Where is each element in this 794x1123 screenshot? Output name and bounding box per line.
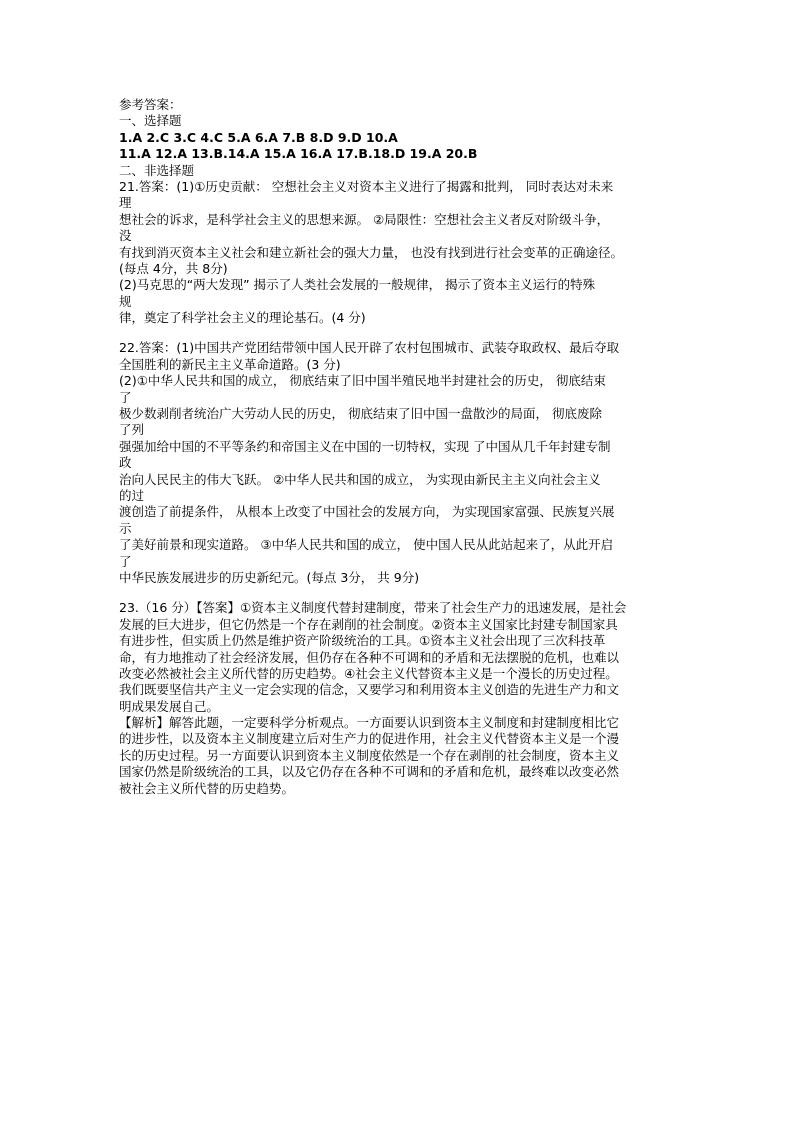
q23-line: 有进步性，但实质上仍然是维护资产阶级统治的工具。①资本主义社会出现了三次科技革 bbox=[119, 633, 606, 649]
q22-line: 极少数剥削者统治广大劳动人民的历史， 彻底结束了旧中国一盘散沙的局面， 彻底废除 bbox=[119, 406, 602, 422]
q21-line: (2)马克思的“两大发现” 揭示了人类社会发展的一般规律， 揭示了资本主义运行的特殊 bbox=[119, 277, 596, 293]
q22-line: 治向人民民主的伟大飞跃。 ②中华人民共和国的成立， 为实现由新民主主义向社会主义 bbox=[119, 471, 601, 487]
q21-line: 21.答案：(1)①历史贡献： 空想社会主义对资本主义进行了揭露和批判， 同时表达对未来 bbox=[119, 178, 614, 194]
q22-line: (2)①中华人民共和国的成立， 彻底结束了旧中国半殖民地半封建社会的历史， 彻底结束 bbox=[119, 373, 606, 389]
question-23-answer bbox=[119, 600, 681, 797]
question-22-answer bbox=[119, 340, 681, 586]
q22-line: 了 bbox=[119, 389, 132, 405]
document-title: 参考答案： bbox=[119, 97, 182, 112]
q21-line: 没 bbox=[119, 228, 132, 244]
q21-line: 理 bbox=[119, 195, 132, 211]
q23-line: 我们既要坚信共产主义一定会实现的信念，又要学习和利用资本主义创造的先进生产力和文 bbox=[119, 682, 620, 698]
section-heading-choice: 一、选择题 bbox=[119, 113, 182, 129]
q22-line: 政 bbox=[119, 455, 132, 471]
q21-line: 律，奠定了科学社会主义的理论基石。(4 分) bbox=[119, 310, 366, 326]
q21-line: 有找到消灭资本主义社会和建立新社会的强大力量， 也没有找到进行社会变革的正确途径。 bbox=[119, 244, 623, 260]
q23-line: 发展的巨大进步，但它仍然是一个存在剥削的社会制度。②资本主义国家比封建专制国家具 bbox=[119, 616, 618, 632]
q22-line: 全国胜利的新民主主义革命道路。(3 分) bbox=[119, 356, 341, 372]
q22-line: 了 bbox=[119, 553, 132, 569]
q21-line: (每点 4分，共 8分) bbox=[119, 260, 228, 276]
q22-line: 了美好前景和现实道路。 ③中华人民共和国的成立， 使中国人民从此站起来了，从此开启 bbox=[119, 537, 614, 553]
question-21-answer bbox=[119, 179, 681, 327]
q22-line: 渡创造了前提条件， 从根本上改变了中国社会的发展方向， 为实现国家富强、民族复兴展 bbox=[119, 504, 615, 520]
q22-line: 的过 bbox=[119, 487, 145, 503]
spacer bbox=[119, 586, 681, 600]
q22-line: 中华民族发展进步的历史新纪元。(每点 3分， 共 9分) bbox=[119, 569, 420, 585]
spacer bbox=[119, 326, 681, 340]
choice-answers-row-1: 1.A 2.C 3.C 4.C 5.A 6.A 7.B 8.D 9.D 10.A bbox=[119, 129, 398, 145]
section-heading-non-choice: 二、非选择题 bbox=[119, 162, 195, 178]
q21-line: 想社会的诉求，是科学社会主义的思想来源。 ②局限性：空想社会主义者反对阶级斗争， bbox=[119, 211, 610, 227]
q23-line: 国家仍然是阶级统治的工具，以及它仍存在各种不可调和的矛盾和危机，最终难以改变必然 bbox=[119, 764, 620, 780]
q22-line: 示 bbox=[119, 520, 132, 536]
q23-line: 明成果发展自己。 bbox=[119, 698, 220, 714]
q23-line: 的进步性，以及资本主义制度建立后对生产力的促进作用，社会主义代替资本主义是一个漫 bbox=[119, 731, 620, 747]
answer-document bbox=[119, 97, 681, 797]
q23-line: 改变必然被社会主义所代替的历史趋势。④社会主义代替资本主义是一个漫长的历史过程。 bbox=[119, 665, 618, 681]
q23-line: 【解析】解答此题，一定要科学分析观点。一方面要认识到资本主义制度和封建制度相比它 bbox=[119, 715, 620, 731]
q23-line: 长的历史过程。另一方面要认识到资本主义制度依然是一个存在剥削的社会制度，资本主义 bbox=[119, 747, 620, 763]
q22-line: 了列 bbox=[119, 422, 145, 438]
choice-answers-row-2: 11.A 12.A 13.B.14.A 15.A 16.A 17.B.18.D 19.A 20.B bbox=[119, 146, 478, 162]
q23-line: 被社会主义所代替的历史趋势。 bbox=[119, 780, 295, 796]
q21-line: 规 bbox=[119, 293, 132, 309]
q23-line: 命，有力地推动了社会经济发展，但仍存在各种不可调和的矛盾和无法摆脱的危机，也难以 bbox=[119, 649, 620, 665]
q22-line: 22.答案：(1)中国共产党团结带领中国人民开辟了农村包围城市、武装夺取政权、最后夺取 bbox=[119, 340, 620, 356]
q22-line: 强强加给中国的不平等条约和帝国主义在中国的一切特权，实现 了中国从几千年封建专制 bbox=[119, 438, 611, 454]
q23-line: 23.（16 分）【答案】①资本主义制度代替封建制度，带来了社会生产力的迅速发展，是社会 bbox=[119, 600, 627, 616]
